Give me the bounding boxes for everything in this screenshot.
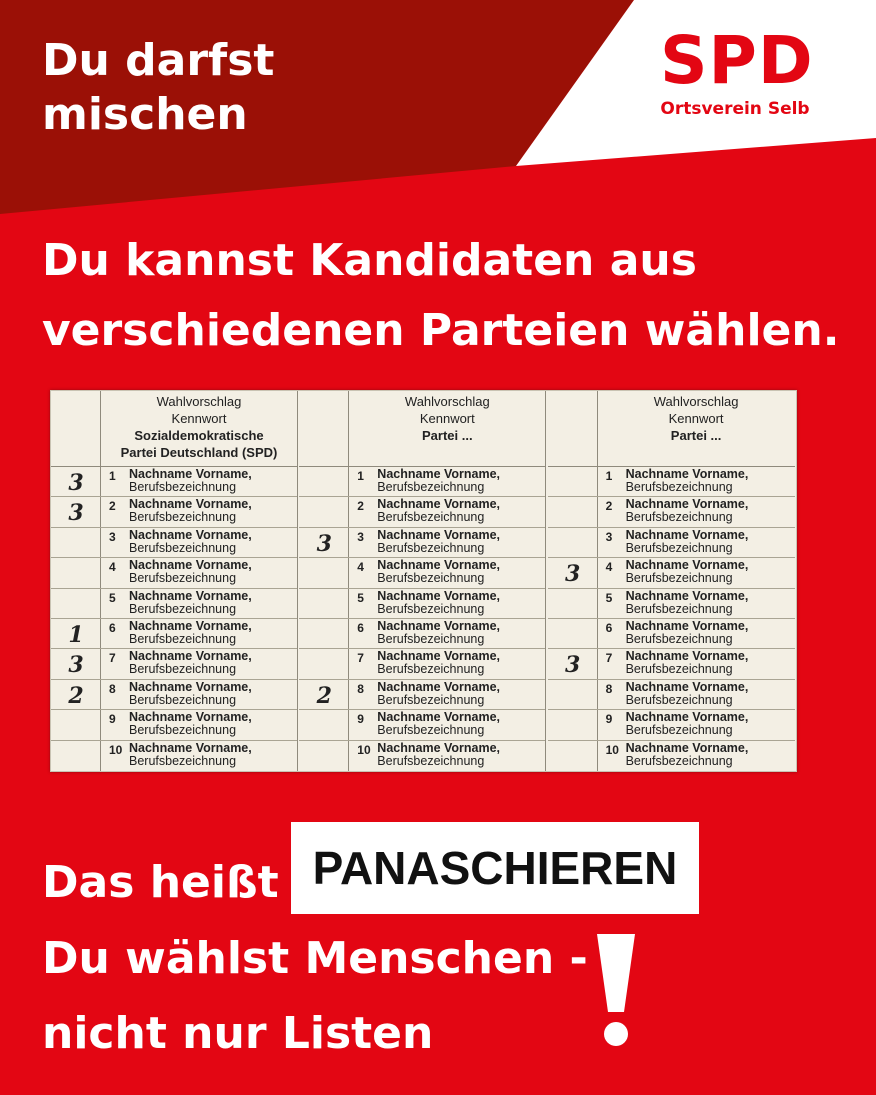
headline [42,226,842,366]
ballot-header-text [349,393,545,444]
candidate-job: Berufsbezeichnung [625,540,733,555]
candidate-job: Berufsbezeichnung [129,662,237,677]
candidate-job: Berufsbezeichnung [377,723,485,738]
candidate-number: 9 [109,712,116,727]
wahlvorschlag-label: Wahlvorschlag [653,394,739,409]
ballot-row [299,680,545,710]
candidate-number: 3 [605,529,613,544]
ballot-column-header [299,391,545,467]
candidate-name: Nachname Vorname, [129,467,252,481]
logo-mark: SPD [660,22,814,99]
candidate-name: Nachname Vorname, [625,710,749,725]
candidate-job: Berufsbezeichnung [625,662,733,677]
candidate-name: Nachname Vorname, [625,740,749,755]
ballot-row [51,680,297,710]
ballot-row [548,741,795,771]
candidate-job: Berufsbezeichnung [625,723,733,738]
candidate-name: Nachname Vorname, [377,649,501,664]
candidate-name: Nachname Vorname, [377,527,501,542]
ballot-row [299,589,545,619]
candidate-number: 7 [605,651,613,666]
wahlvorschlag-label: Wahlvorschlag [404,394,490,409]
candidate-name: Nachname Vorname, [129,497,252,512]
ballot-row [51,710,297,740]
candidate-job: Berufsbezeichnung [625,632,733,646]
candidate-entry [626,559,749,585]
ballot-header-text [598,393,795,444]
candidate-number: 5 [605,590,613,605]
candidate-entry [377,711,500,737]
candidate-name: Nachname Vorname, [625,497,749,512]
candidate-job: Berufsbezeichnung [625,692,733,707]
ballot-row [548,680,795,710]
ballot-header-text [101,393,297,461]
candidate-name: Nachname Vorname, [377,467,501,481]
ballot-column-header [548,391,795,467]
candidate-entry [129,529,252,555]
candidate-number: 10 [109,742,123,757]
ballot-row [51,649,297,679]
candidate-name: Nachname Vorname, [377,619,501,633]
candidate-job: Berufsbezeichnung [377,753,485,768]
candidate-name: Nachname Vorname, [129,588,252,603]
panaschieren-box [291,822,699,914]
candidate-number: 10 [605,742,619,757]
candidate-number: 1 [109,469,116,483]
candidate-entry [129,711,252,737]
candidate-job: Berufsbezeichnung [377,571,485,586]
vote-mark[interactable]: 3 [564,652,581,679]
candidate-number: 7 [357,651,364,666]
ballot-sample [50,390,797,772]
candidate-number: 9 [357,712,364,727]
candidate-job: Berufsbezeichnung [129,692,237,707]
logo-subtitle: Ortsverein Selb [660,99,810,119]
bottom-line2: Du wählst Menschen - [42,933,588,984]
candidate-name: Nachname Vorname, [625,619,749,633]
vote-mark[interactable]: 2 [68,682,84,709]
candidate-entry [626,742,749,768]
ballot-row [299,497,545,527]
vote-mark[interactable]: 3 [68,470,84,496]
candidate-entry [129,742,252,768]
candidate-name: Nachname Vorname, [129,527,252,542]
corner-title-line1: Du darfst [42,35,275,86]
candidate-entry [129,681,252,707]
panaschieren-text: PANASCHIEREN [312,842,678,894]
candidate-name: Nachname Vorname, [625,467,749,481]
candidate-name: Nachname Vorname, [129,679,252,694]
candidate-number: 8 [357,681,364,696]
ballot-row [299,619,545,649]
wahlvorschlag-label: Wahlvorschlag [156,394,242,409]
candidate-job: Berufsbezeichnung [129,753,237,768]
candidate-job: Berufsbezeichnung [625,601,733,616]
candidate-number: 2 [605,499,613,514]
ballot-row [51,467,297,497]
candidate-name: Nachname Vorname, [129,649,252,664]
candidate-job: Berufsbezeichnung [625,753,733,768]
headline-line1: Du kannst Kandidaten aus [42,235,697,286]
bottom-line3: nicht nur Listen [42,1008,434,1059]
candidate-name: Nachname Vorname, [625,558,749,573]
candidate-job: Berufsbezeichnung [377,692,485,707]
candidate-job: Berufsbezeichnung [625,480,733,494]
candidate-entry [377,620,500,646]
candidate-job: Berufsbezeichnung [377,480,485,494]
ballot-row [299,467,545,497]
candidate-number: 4 [109,560,116,575]
candidate-number: 3 [109,529,116,544]
candidate-number: 4 [357,560,364,575]
party-name: Partei ... [670,428,722,443]
vote-mark[interactable]: 3 [564,561,581,588]
candidate-name: Nachname Vorname, [377,740,501,755]
candidate-job: Berufsbezeichnung [625,571,733,586]
candidate-entry [626,650,749,676]
ballot-row [548,710,795,740]
kennwort-label: Kennwort [668,411,724,426]
vote-mark[interactable]: 1 [68,622,84,648]
candidate-entry [626,711,749,737]
ballot-row [51,558,297,588]
candidate-number: 2 [109,499,116,514]
candidate-entry [129,468,252,494]
ballot-row [299,649,545,679]
candidate-job: Berufsbezeichnung [129,632,237,646]
candidate-job: Berufsbezeichnung [377,540,485,555]
ballot-row [51,589,297,619]
candidate-name: Nachname Vorname, [377,588,501,603]
candidate-name: Nachname Vorname, [625,679,749,694]
das-heisst-text: Das heißt [42,857,279,908]
candidate-number: 5 [109,590,116,605]
party-name: Partei Deutschland (SPD) [120,445,278,460]
kennwort-label: Kennwort [419,411,475,426]
candidate-name: Nachname Vorname, [129,619,252,633]
candidate-name: Nachname Vorname, [625,527,749,542]
candidate-entry [129,590,252,616]
candidate-name: Nachname Vorname, [129,740,252,755]
ballot-row [548,558,795,588]
ballot-column [299,391,546,771]
candidate-name: Nachname Vorname, [377,497,501,512]
candidate-entry [626,468,749,494]
candidate-entry [129,498,252,524]
candidate-number: 4 [605,560,613,575]
candidate-entry [377,498,500,524]
candidate-name: Nachname Vorname, [377,710,501,725]
candidate-job: Berufsbezeichnung [377,510,485,525]
candidate-number: 9 [605,712,613,727]
candidate-entry [626,498,749,524]
candidate-number: 1 [357,469,364,483]
headline-line2: verschiedenen Parteien wählen. [42,305,840,356]
candidate-entry [377,559,500,585]
candidate-entry [626,590,749,616]
candidate-number: 2 [357,499,364,514]
ballot-row [548,528,795,558]
ballot-row [548,649,795,679]
candidate-job: Berufsbezeichnung [129,601,237,616]
candidate-number: 6 [357,621,364,635]
candidate-number: 7 [109,651,116,666]
ballot-column-header [51,391,297,467]
candidate-entry [377,468,500,494]
party-name: Partei ... [422,428,473,443]
candidate-entry [129,620,252,646]
ballot-row [299,528,545,558]
spd-logo [660,22,814,120]
candidate-job: Berufsbezeichnung [129,480,237,494]
candidate-job: Berufsbezeichnung [129,510,237,525]
candidate-job: Berufsbezeichnung [377,601,485,616]
ballot-row [548,497,795,527]
candidate-entry [626,681,749,707]
candidate-job: Berufsbezeichnung [625,510,733,525]
ballot-row [548,589,795,619]
candidate-job: Berufsbezeichnung [377,662,485,677]
ballot-row [299,710,545,740]
candidate-number: 10 [357,742,371,757]
candidate-job: Berufsbezeichnung [129,723,237,738]
candidate-number: 5 [357,590,364,605]
candidate-entry [129,650,252,676]
ballot-row [51,528,297,558]
candidate-job: Berufsbezeichnung [377,632,485,646]
ballot-row [548,467,795,497]
candidate-entry [377,529,500,555]
corner-title-line2: mischen [42,89,248,140]
candidate-entry [377,590,500,616]
ballot-row [51,741,297,771]
candidate-job: Berufsbezeichnung [129,540,237,555]
candidate-name: Nachname Vorname, [129,710,252,725]
candidate-number: 3 [357,529,364,544]
ballot-row [51,619,297,649]
vote-mark[interactable]: 3 [316,530,332,557]
candidate-number: 8 [109,681,116,696]
candidate-entry [377,650,500,676]
candidate-name: Nachname Vorname, [377,679,501,694]
candidate-number: 6 [109,621,116,635]
vote-mark[interactable]: 3 [68,500,84,527]
candidate-entry [626,620,749,646]
ballot-column [548,391,795,771]
ballot-column [51,391,298,771]
candidate-name: Nachname Vorname, [625,588,749,603]
vote-mark[interactable]: 3 [68,652,84,679]
candidate-entry [626,529,749,555]
kennwort-label: Kennwort [171,411,227,426]
candidate-entry [377,742,500,768]
candidate-number: 8 [605,681,613,696]
exclamation-icon [591,930,641,1050]
ballot-row [51,497,297,527]
candidate-job: Berufsbezeichnung [129,571,237,586]
candidate-number: 1 [605,469,613,483]
candidate-name: Nachname Vorname, [377,558,501,573]
candidate-number: 6 [605,621,613,635]
candidate-entry [377,681,500,707]
ballot-row [299,741,545,771]
candidate-name: Nachname Vorname, [129,558,252,573]
candidate-entry [129,559,252,585]
party-name: Sozialdemokratische [134,428,264,443]
candidate-name: Nachname Vorname, [625,649,749,664]
corner-title [42,34,274,142]
ballot-row [299,558,545,588]
ballot-row [548,619,795,649]
vote-mark[interactable]: 2 [316,682,332,709]
